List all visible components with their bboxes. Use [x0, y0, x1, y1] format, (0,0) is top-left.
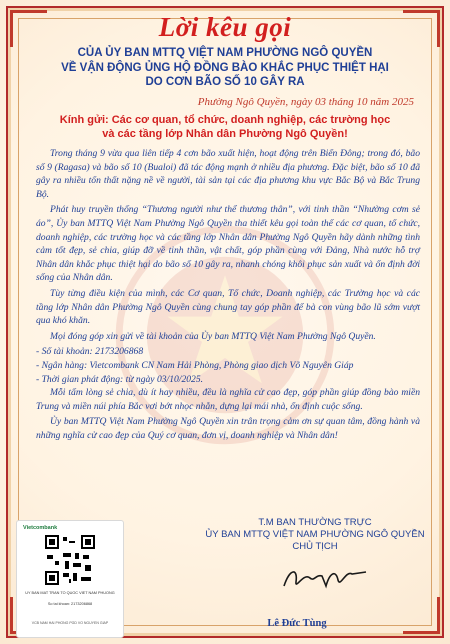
recipient-line: và các tầng lớp Nhân dân Phường Ngô Quyền! [102, 128, 348, 140]
body-paragraph: Mọi đóng góp xin gửi về tài khoản của Ủy ban MTTQ Việt Nam Phường Ngô Quyền. [50, 330, 376, 342]
donation-qr-card [16, 520, 124, 638]
qr-code-icon [45, 535, 95, 585]
signature-line: T.M BAN THƯỜNG TRỰC [258, 517, 372, 528]
signature-block [200, 517, 430, 553]
body-paragraph: Trong tháng 9 vừa qua liên tiếp 4 cơn bão xuất hiện, hoạt động trên Biển Đông; trong đó, bão số 9 (Ragasa) và bão số 10 (Bualoi) đã tác động mạnh ở nhiều địa phương. Đặc biệt, bão số 10 đã gây ra nhiều tổn thất nặng nề về người, tài sản tại các địa phương khu vực Bắc Bộ và Bắc Trung Bộ. [36, 148, 420, 200]
date-line: Phường Ngô Quyền, ngày 03 tháng 10 năm 2025 [197, 96, 414, 108]
qr-branch: VCB NAM HAI PHONG PGD VO NGUYEN GIAP [31, 621, 109, 625]
page-title: Lời kêu gọi [158, 12, 292, 42]
body-paragraph: Ủy ban MTTQ Việt Nam Phường Ngô Quyền xin trân trọng cảm ơn sự quan tâm, đồng hành và những nghĩa cử cao đẹp của Quý cơ quan, đơn vị, doanh nghiệp và Nhân dân! [36, 416, 420, 441]
qr-account-number: So tai khoan: 2173206868 [47, 602, 93, 606]
recipient-line: Kính gửi: Các cơ quan, tổ chức, doanh nghiệp, các trường học [59, 114, 391, 126]
signer-name: Lê Đức Tùng [267, 618, 327, 629]
appeal-heading [20, 46, 430, 90]
account-number: - Số tài khoản: 2173206868 [36, 346, 144, 358]
heading-line: DO CƠN BÃO SỐ 10 GÂY RA [145, 76, 305, 88]
signature-line: CHỦ TỊCH [292, 541, 338, 552]
heading-line: VỀ VẬN ĐỘNG ỦNG HỘ ĐỒNG BÀO KHẮC PHỤC THIỆT HẠI [61, 61, 389, 74]
body-paragraph: Phát huy truyền thống “Thương người như thể thương thân”, với tinh thần “Nhường cơm sẻ áo”, Ủy ban MTTQ Việt Nam Phường Ngô Quyền tha thiết kêu gọi toàn thể các cơ quan, tổ chức, doanh nghiệp, các trường học và các tầng lớp Nhân dân Phường Ngô Quyền hãy dành những tình cảm tốt đẹp, sẻ chia, giúp đỡ về tinh thần, vật chất, góp phần cùng với Đảng, Nhà nước hỗ trợ Nhân dân khắc phục thiệt hại do bão số 10 gây ra, nhanh chóng khôi phục sản xuất và ổn định đời sống của Nhân dân. [36, 204, 420, 284]
signature-line: ỦY BAN MTTQ VIỆT NAM PHƯỜNG NGÔ QUYỀN [205, 529, 425, 540]
handwritten-signature-icon [280, 564, 370, 594]
body-paragraph: Mỗi tấm lòng sẻ chia, dù ít hay nhiều, đều là nghĩa cử cao đẹp, góp phần giúp đồng bào miền Trung và miền núi phía Bắc vơi bớt nhọc nhằn, dựng lại mái nhà, ổn định cuộc sống. [36, 387, 420, 412]
heading-line: CỦA ỦY BAN MTTQ VIỆT NAM PHƯỜNG NGÔ QUYỀN [77, 47, 373, 59]
recipient-block [30, 113, 420, 141]
bank-name: - Ngân hàng: Vietcombank CN Nam Hải Phòng, Phòng giao dịch Võ Nguyên Giáp [36, 359, 354, 371]
letter-body [36, 147, 420, 444]
campaign-time: - Thời gian phát động: từ ngày 03/10/2025. [36, 373, 204, 385]
qr-account-holder: UY BAN MAT TRAN TO QUOC VIET NAM PHUONG [25, 591, 115, 595]
qr-bank-name: Vietcombank [23, 525, 58, 531]
body-paragraph: Tùy từng điều kiện của mình, các Cơ quan, Tổ chức, Doanh nghiệp, các Trường học và các tầng lớp Nhân dân Phường Ngô Quyền cùng chung tay góp phần để bà con vùng bão lũ sớm vượt qua khó khăn. [36, 287, 420, 327]
